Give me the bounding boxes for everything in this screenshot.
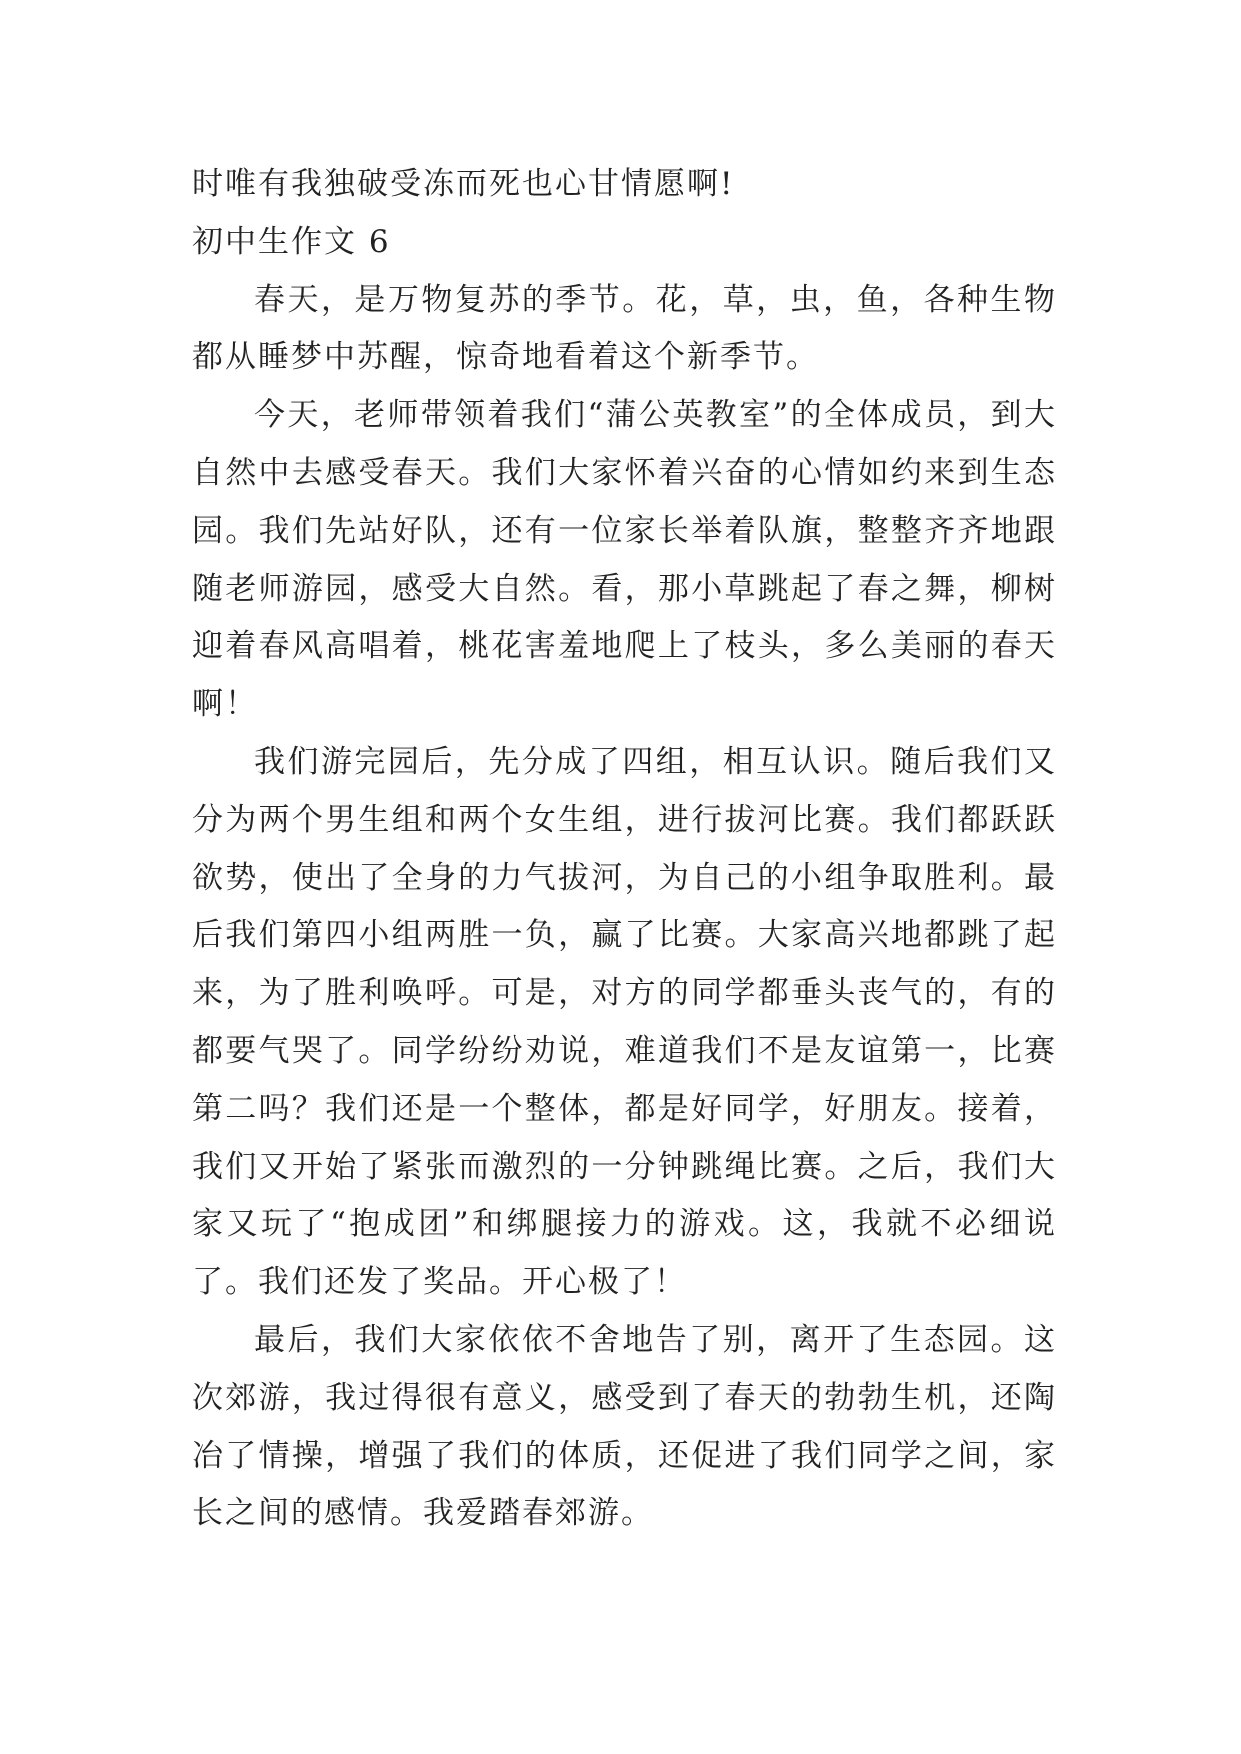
paragraph-4: 最后，我们大家依依不舍地告了别，离开了生态园。这次郊游，我过得很有意义，感受到了春天的勃勃生机，还陶冶了情操，增强了我们的体质，还促进了我们同学之间，家长之间的感情。我爱踏春郊游。 (192, 1321, 1057, 1532)
continuation-line: 时唯有我独破受冻而死也心甘情愿啊! (192, 166, 735, 202)
essay-heading: 初中生作文 6 (192, 223, 391, 260)
paragraph-2: 今天，老师带领着我们“蒲公英教室”的全体成员，到大自然中去感受春天。我们大家怀着兴奋的心情如约来到生态园。我们先站好队，还有一位家长举着队旗，整整齐齐地跟随老师游园，感受大自然。看，那小草跳起了春之舞，柳树迎着春风高唱着，桃花害羞地爬上了枝头，多么美丽的春天啊！ (192, 397, 1057, 723)
document-body (192, 156, 1057, 1543)
paragraph-3: 我们游完园后，先分成了四组，相互认识。随后我们又分为两个男生组和两个女生组，进行拔河比赛。我们都跃跃欲势，使出了全身的力气拔河，为自己的小组争取胜利。最后我们第四小组两胜一负，赢了比赛。大家高兴地都跳了起来，为了胜利唤呼。可是，对方的同学都垂头丧气的，有的都要气哭了。同学纷纷劝说，难道我们不是友谊第一，比赛第二吗？我们还是一个整体，都是好同学，好朋友。接着，我们又开始了紧张而激烈的一分钟跳绳比赛。之后，我们大家又玩了“抱成团”和绑腿接力的游戏。这，我就不必细说了。我们还发了奖品。开心极了！ (192, 743, 1057, 1301)
paragraph-1: 春天，是万物复苏的季节。花，草，虫，鱼，各种生物都从睡梦中苏醒，惊奇地看着这个新季节。 (192, 281, 1057, 376)
